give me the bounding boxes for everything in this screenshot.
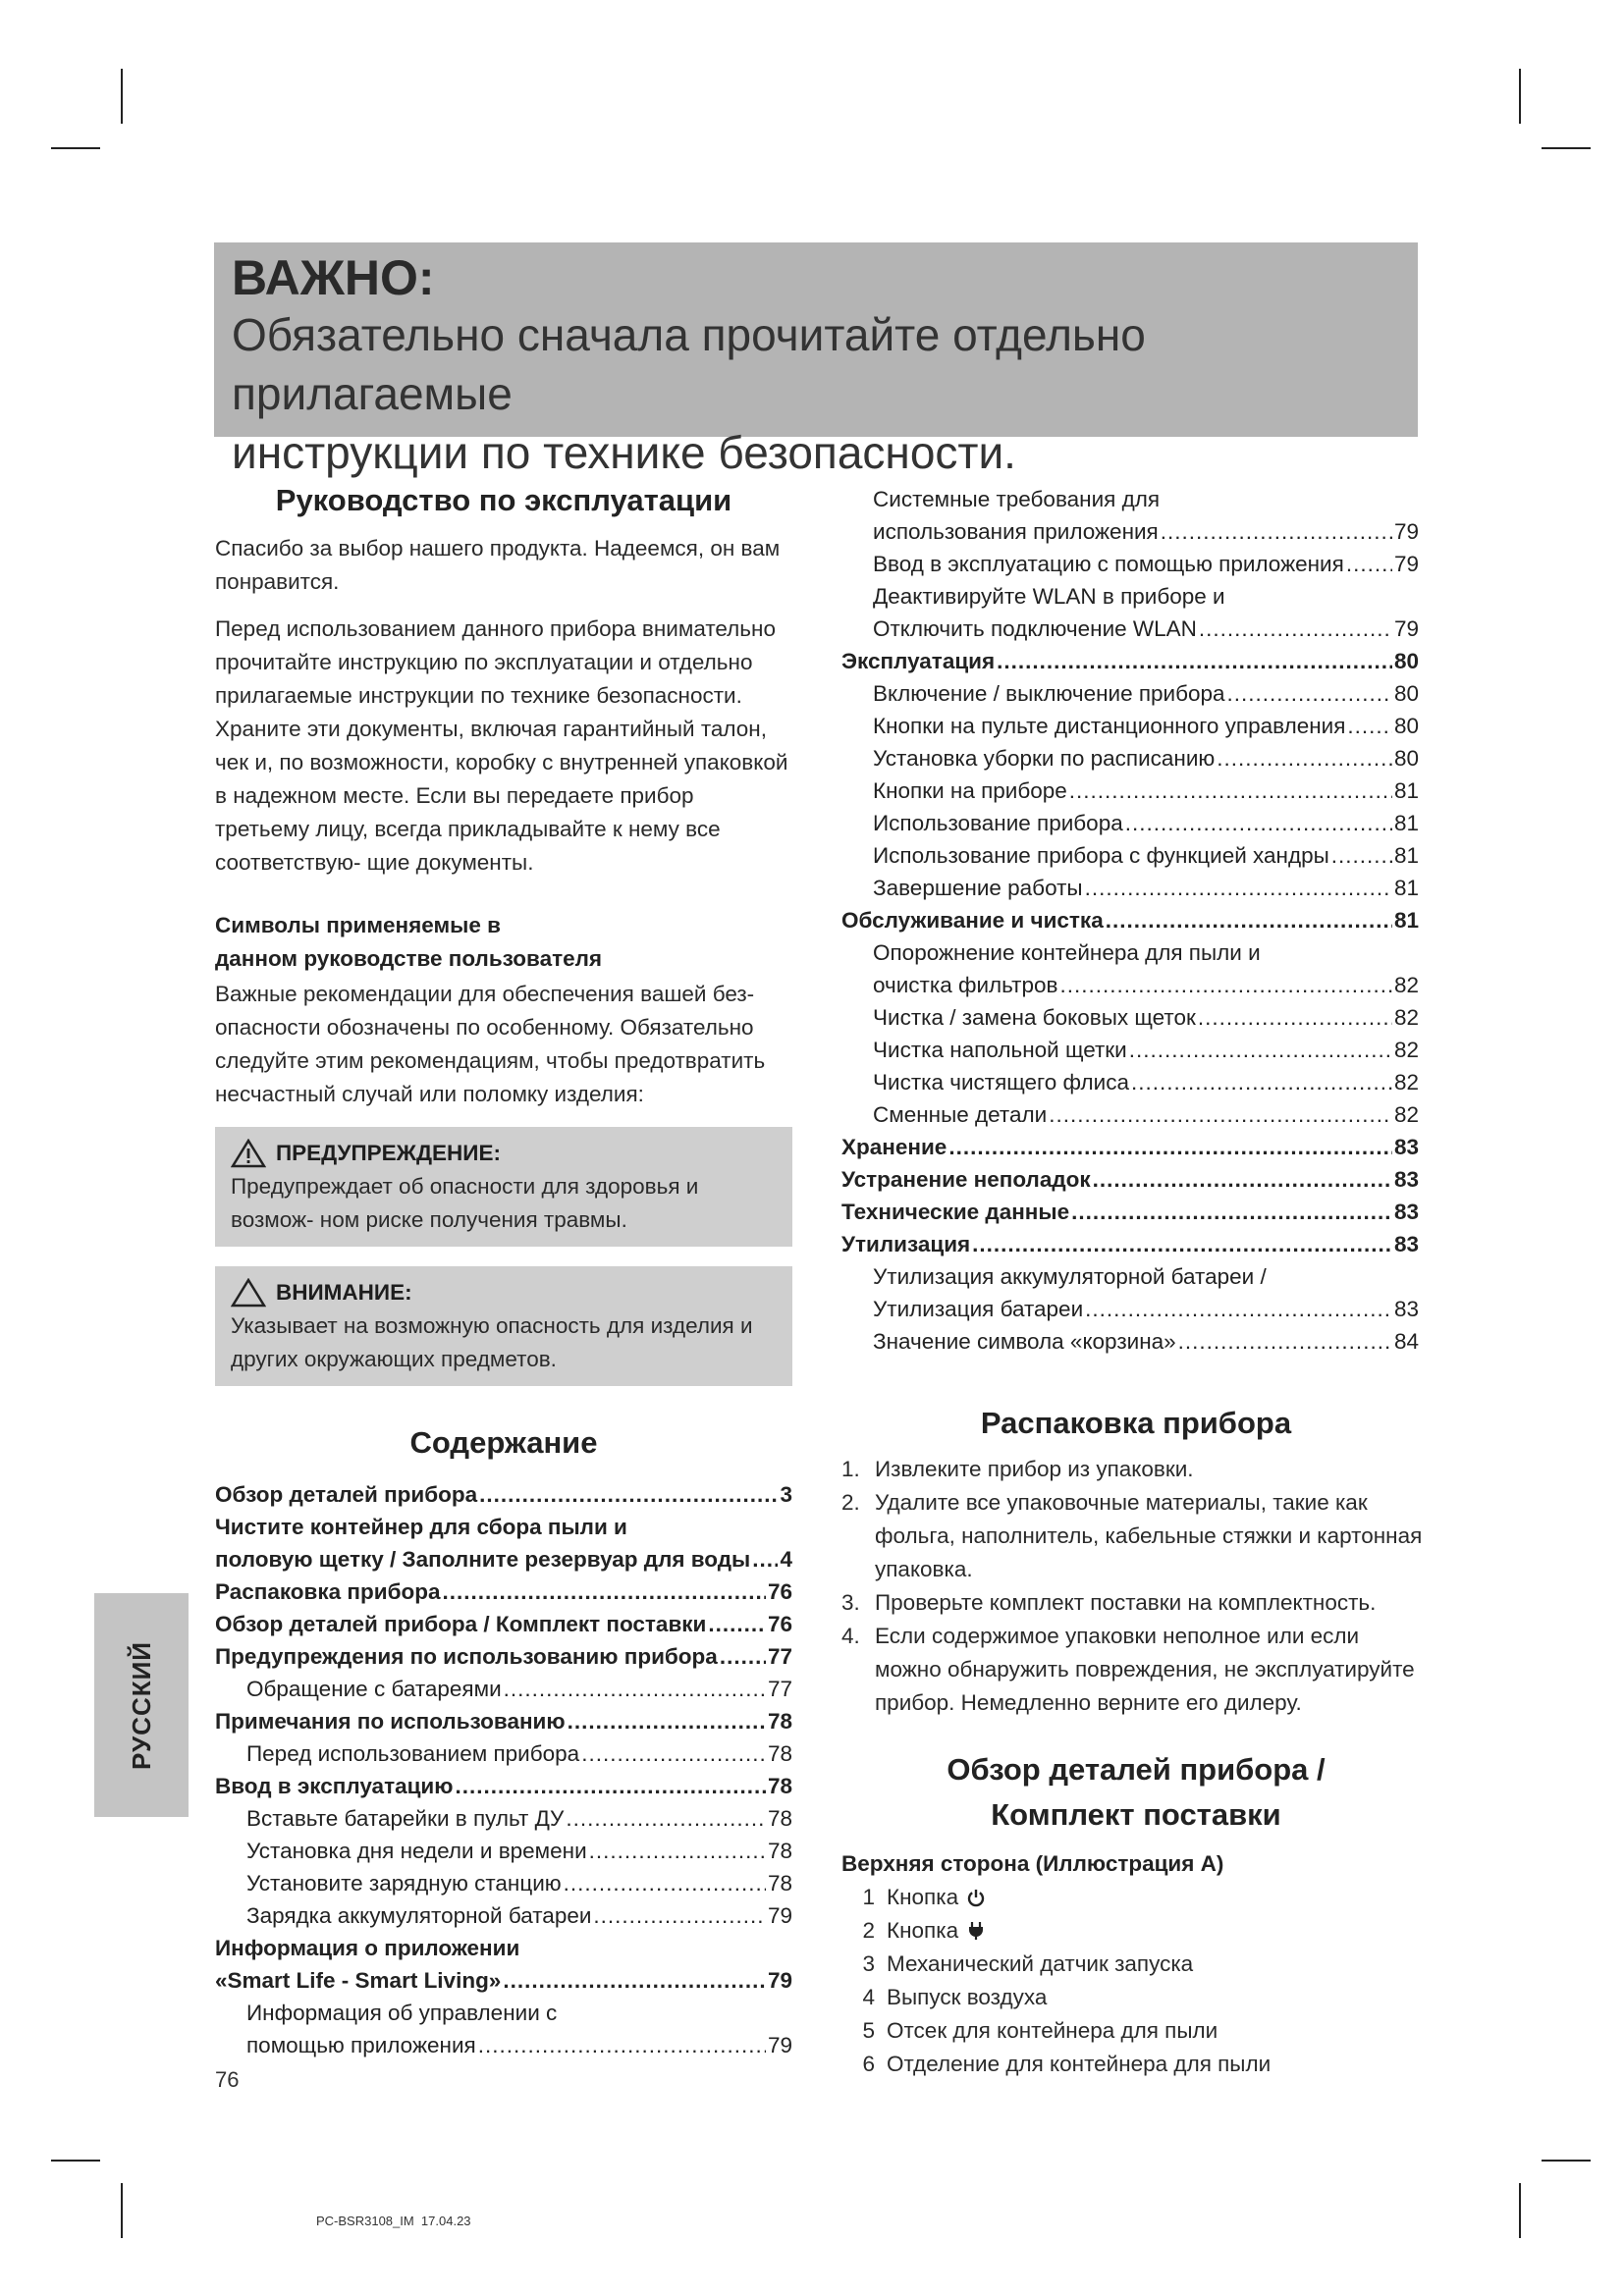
toc-row[interactable]: Распаковка прибора ..... 76 xyxy=(215,1575,792,1608)
manual-title: Руководство по эксплуатации xyxy=(275,483,732,517)
toc-row[interactable]: Использование прибора с функцией хандры ..... 81 xyxy=(841,839,1419,872)
toc-row[interactable]: Обзор деталей прибора / Комплект поставки ..... 76 xyxy=(215,1608,792,1640)
overview-section xyxy=(841,1747,1431,2081)
toc-row[interactable]: Обращение с батареями ..... 77 xyxy=(215,1673,792,1705)
crop-mark xyxy=(1519,69,1521,124)
toc-row[interactable]: половую щетку / Заполните резервуар для воды ..... 4 xyxy=(215,1543,792,1575)
toc-row[interactable]: Установка дня недели и времени ..... 78 xyxy=(215,1835,792,1867)
symbols-heading-line2: данном руководстве пользователя xyxy=(215,946,603,971)
power-icon xyxy=(966,1888,986,1907)
toc-row[interactable]: Устранение неполадок ..... 83 xyxy=(841,1163,1419,1196)
warning-box xyxy=(215,1127,792,1247)
unpacking-title: Распаковка прибора xyxy=(980,1406,1292,1440)
toc-row[interactable]: Сменные детали ..... 82 xyxy=(841,1098,1419,1131)
toc-row[interactable]: Установите зарядную станцию ..... 78 xyxy=(215,1867,792,1899)
symbols-heading-line1: Символы применяемые в xyxy=(215,913,501,937)
language-side-tab xyxy=(94,1593,189,1817)
toc-row[interactable]: Зарядка аккумуляторной батареи ..... 79 xyxy=(215,1899,792,1932)
part-item: 4 Выпуск воздуха xyxy=(862,1985,1048,2009)
crop-mark xyxy=(1542,147,1591,149)
toc-row[interactable]: Предупреждения по использованию прибора ..... 77 xyxy=(215,1640,792,1673)
unpacking-step: 2. Удалите все упаковочные материалы, такие как фольга, наполнитель, кабельные стяжки и картонная упаковка. xyxy=(841,1490,1423,1581)
toc-row[interactable]: Значение символа «корзина» ..... 84 xyxy=(841,1325,1419,1358)
toc-row[interactable]: Кнопки на пульте дистанционного управления ..... 80 xyxy=(841,710,1419,742)
toc-row-continued[interactable]: Информация о приложении xyxy=(215,1936,520,1960)
toc-row-continued[interactable]: Информация об управлении с xyxy=(246,2001,558,2025)
banner-heading: ВАЖНО: xyxy=(232,250,435,305)
crop-mark xyxy=(51,2160,100,2162)
toc-row[interactable]: Кнопки на приборе ..... 81 xyxy=(841,774,1419,807)
crop-mark xyxy=(51,147,100,149)
manual-intro: Спасибо за выбор нашего продукта. Надеемся, он вам понравится. xyxy=(215,536,781,594)
toc-row[interactable]: Отключить подключение WLAN ..... 79 xyxy=(841,613,1419,645)
toc-row[interactable]: очистка фильтров ..... 82 xyxy=(841,969,1419,1001)
toc-row[interactable]: Технические данные ..... 83 xyxy=(841,1196,1419,1228)
warning-triangle-icon xyxy=(231,1139,266,1168)
toc-row[interactable]: Утилизация батареи ..... 83 xyxy=(841,1293,1419,1325)
contents-list xyxy=(215,1478,792,2061)
part-item: 1 Кнопка xyxy=(841,1881,1431,1914)
unpacking-section xyxy=(841,1406,1431,1720)
crop-mark xyxy=(121,69,123,124)
part-item: 2 Кнопка xyxy=(841,1914,1431,1948)
manual-instructions: Перед использованием данного прибора внимательно прочитайте инструкцию по эксплуатации и отдельно прилагаемые инструкции по технике безопасности. Храните эти документы, включая гарантийный талон, чек и, по возможности, коробку с внутренней упаковкой в надежном месте. Если вы передаете прибор третьему лицу, всегда прикладывайте к нему все соответствую- щие документы. xyxy=(215,616,788,875)
banner-line-1: Обязательно сначала прочитайте отдельно прилагаемые xyxy=(232,309,1146,419)
toc-row[interactable]: Обслуживание и чистка ..... 81 xyxy=(841,904,1419,936)
crop-mark xyxy=(1542,2160,1591,2162)
toc-row[interactable]: Завершение работы ..... 81 xyxy=(841,872,1419,904)
toc-row[interactable]: Обзор деталей прибора ..... 3 xyxy=(215,1478,792,1511)
toc-row[interactable]: Ввод в эксплуатацию с помощью приложения ..... 79 xyxy=(841,548,1419,580)
toc-row[interactable]: использования приложения ..... 79 xyxy=(841,515,1419,548)
overview-title-line1: Обзор деталей прибора / xyxy=(947,1752,1326,1787)
toc-row[interactable]: Включение / выключение прибора ..... 80 xyxy=(841,677,1419,710)
part-item: 3 Механический датчик запуска xyxy=(862,1951,1194,1976)
part-item: 6 Отделение для контейнера для пыли xyxy=(862,2052,1272,2076)
caution-triangle-icon xyxy=(231,1278,266,1308)
crop-mark xyxy=(121,2183,123,2238)
toc-row[interactable]: Ввод в эксплуатацию ..... 78 xyxy=(215,1770,792,1802)
language-label: РУССКИЙ xyxy=(126,1640,156,1770)
toc-row[interactable]: Чистка чистящего флиса ..... 82 xyxy=(841,1066,1419,1098)
toc-row[interactable]: Перед использованием прибора ..... 78 xyxy=(215,1737,792,1770)
toc-row[interactable]: Установка уборки по расписанию ..... 80 xyxy=(841,742,1419,774)
toc-row-continued[interactable]: Деактивируйте WLAN в приборе и xyxy=(873,584,1225,609)
left-column xyxy=(215,483,792,2061)
charging-plug-icon xyxy=(966,1921,986,1941)
footer-code: PC-BSR3108_IM 17.04.23 xyxy=(316,2214,471,2228)
toc-row[interactable]: Утилизация ..... 83 xyxy=(841,1228,1419,1260)
unpacking-step: 1. Извлеките прибор из упаковки. xyxy=(841,1457,1194,1481)
toc-row-continued[interactable]: Опорожнение контейнера для пыли и xyxy=(873,940,1261,965)
contents-title: Содержание xyxy=(409,1425,598,1460)
unpacking-step: 4. Если содержимое упаковки неполное или если можно обнаружить повреждения, не эксплуатируйте прибор. Немедленно верните его дилеру. xyxy=(841,1624,1415,1715)
caution-box xyxy=(215,1266,792,1386)
overview-subheading: Верхняя сторона (Иллюстрация A) xyxy=(841,1851,1224,1876)
page-number: 76 xyxy=(215,2067,240,2092)
overview-title-line2: Комплект поставки xyxy=(991,1797,1281,1832)
warning-text: Предупреждает об опасности для здоровья и возмож- ном риске получения травмы. xyxy=(231,1174,699,1232)
right-contents xyxy=(841,483,1419,1358)
toc-row-continued[interactable]: Чистите контейнер для сбора пыли и xyxy=(215,1515,627,1539)
toc-row[interactable]: Примечания по использованию ..... 78 xyxy=(215,1705,792,1737)
symbols-text: Важные рекомендации для обеспечения вашей без- опасности обозначены по особенному. Обязательно следуйте этим рекомендациям, чтобы предотвратить несчастный случай или поломку изделия: xyxy=(215,982,766,1106)
crop-mark xyxy=(1519,2183,1521,2238)
banner-line-2: инструкции по технике безопасности. xyxy=(232,427,1016,478)
important-banner xyxy=(214,242,1418,478)
toc-row[interactable]: Чистка / замена боковых щеток ..... 82 xyxy=(841,1001,1419,1034)
toc-row[interactable]: Эксплуатация ..... 80 xyxy=(841,645,1419,677)
warning-title: ПРЕДУПРЕЖДЕНИЕ: xyxy=(276,1141,501,1165)
caution-text: Указывает на возможную опасность для изделия и других окружающих предметов. xyxy=(231,1313,753,1371)
part-item: 5 Отсек для контейнера для пыли xyxy=(862,2018,1218,2043)
caution-title: ВНИМАНИЕ: xyxy=(276,1280,412,1305)
toc-row-continued[interactable]: Системные требования для xyxy=(873,487,1161,511)
toc-row[interactable]: Вставьте батарейки в пульт ДУ ..... 78 xyxy=(215,1802,792,1835)
toc-row[interactable]: Хранение ..... 83 xyxy=(841,1131,1419,1163)
toc-row[interactable]: «Smart Life - Smart Living» ..... 79 xyxy=(215,1964,792,1997)
toc-row[interactable]: помощью приложения ..... 79 xyxy=(215,2029,792,2061)
toc-row-continued[interactable]: Утилизация аккумуляторной батареи / xyxy=(873,1264,1267,1289)
unpacking-step: 3. Проверьте комплект поставки на комплектность. xyxy=(841,1590,1377,1615)
toc-row[interactable]: Использование прибора ..... 81 xyxy=(841,807,1419,839)
toc-row[interactable]: Чистка напольной щетки ..... 82 xyxy=(841,1034,1419,1066)
